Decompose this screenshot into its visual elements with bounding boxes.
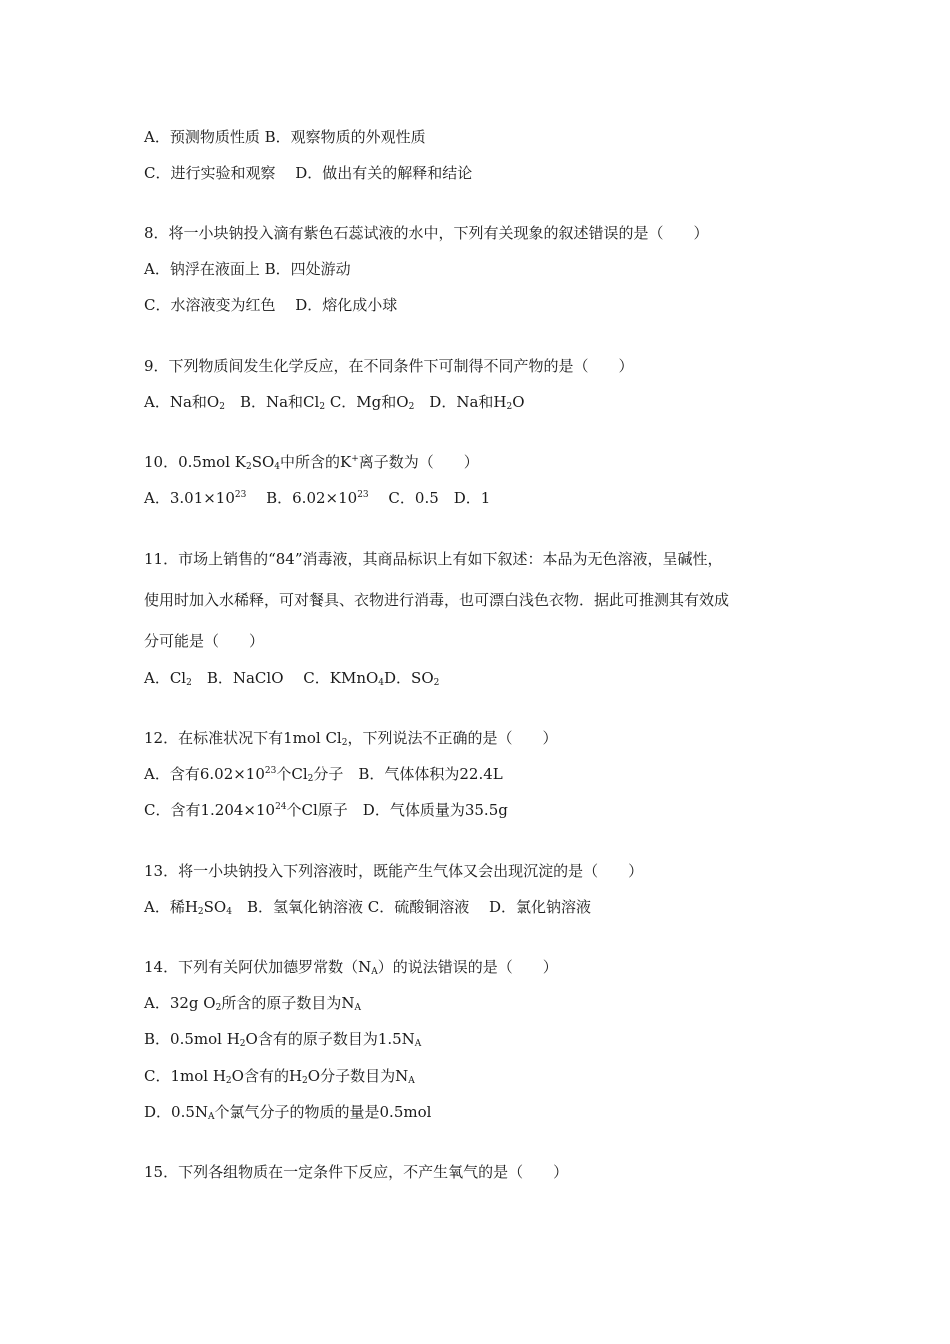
q8-options-ab: A．钠浮在液面上 B．四处游动 — [144, 260, 351, 278]
q14-option-d: D．$0.5N_A$个氯气分子的物质的量是0.5mol — [144, 1103, 432, 1122]
q11-stem-line-1: 11．市场上销售的“84”消毒液，其商品标识上有如下叙述：本品为无色溶液，呈碱性， — [144, 550, 723, 568]
q12-options-cd: C．含有$1.204\times 10^{24}$个Cl原子 D．气体质量为35.5g — [144, 801, 508, 819]
q13-options: A．稀$H_2SO_4$ B．氢氧化钠溶液 C．硫酸铜溶液 D．氯化钠溶液 — [144, 898, 592, 917]
q8-stem: 8．将一小块钠投入滴有紫色石蕊试液的水中，下列有关现象的叙述错误的是（ ） — [144, 224, 709, 242]
q9-stem: 9．下列物质间发生化学反应，在不同条件下可制得不同产物的是（ ） — [144, 357, 634, 375]
q9-options: A．Na和$O_2$ B．Na和$Cl_2$ C．Mg和$O_2$ D．Na和$H_2O$ — [144, 393, 525, 412]
q12-stem: 12．在标准状况下有1mol $Cl_2$，下列说法不正确的是（ ） — [144, 729, 558, 748]
q7-options-cd: C．进行实验和观察 D．做出有关的解释和结论 — [144, 164, 473, 182]
q14-option-b: B．0.5mol $H_2O$含有的原子数目为$1.5N_A$ — [144, 1030, 422, 1049]
q14-option-a: A．32g $O_2$所含的原子数目为$N_A$ — [144, 994, 361, 1013]
q12-options-ab: A．含有$6.02\times 10^{23}$个$Cl_2$分子 B．气体体积为22.4L — [144, 765, 503, 784]
q11-options: A．$Cl_2$ B．NaClO C．KMnO$_4$D．$SO_2$ — [144, 669, 440, 688]
q8-options-cd: C．水溶液变为红色 D．熔化成小球 — [144, 296, 398, 314]
q14-stem: 14．下列有关阿伏加德罗常数$(N_A)$的说法错误的是（ ） — [144, 958, 558, 977]
q10-options: A．$3.01\times 10^{23}$ B．$6.02\times 10^{23}$ C．0.5 D．1 — [144, 489, 491, 507]
q11-stem-line-3: 分可能是（ ） — [144, 632, 265, 650]
q7-options-ab: A．预测物质性质 B．观察物质的外观性质 — [144, 128, 426, 146]
q13-stem: 13．将一小块钠投入下列溶液时，既能产生气体又会出现沉淀的是（ ） — [144, 862, 644, 880]
q10-stem: 10．0.5mol $K_2SO_4$中所含的K+离子数为（ ） — [144, 453, 479, 472]
q11-stem-line-2: 使用时加入水稀释，可对餐具、衣物进行消毒，也可漂白浅色衣物．据此可推测其有效成 — [144, 591, 730, 609]
q15-stem: 15．下列各组物质在一定条件下反应，不产生氧气的是（ ） — [144, 1163, 569, 1181]
q14-option-c: C．1mol $H_2O$含有的$H_2O$分子数目为$N_A$ — [144, 1067, 415, 1086]
